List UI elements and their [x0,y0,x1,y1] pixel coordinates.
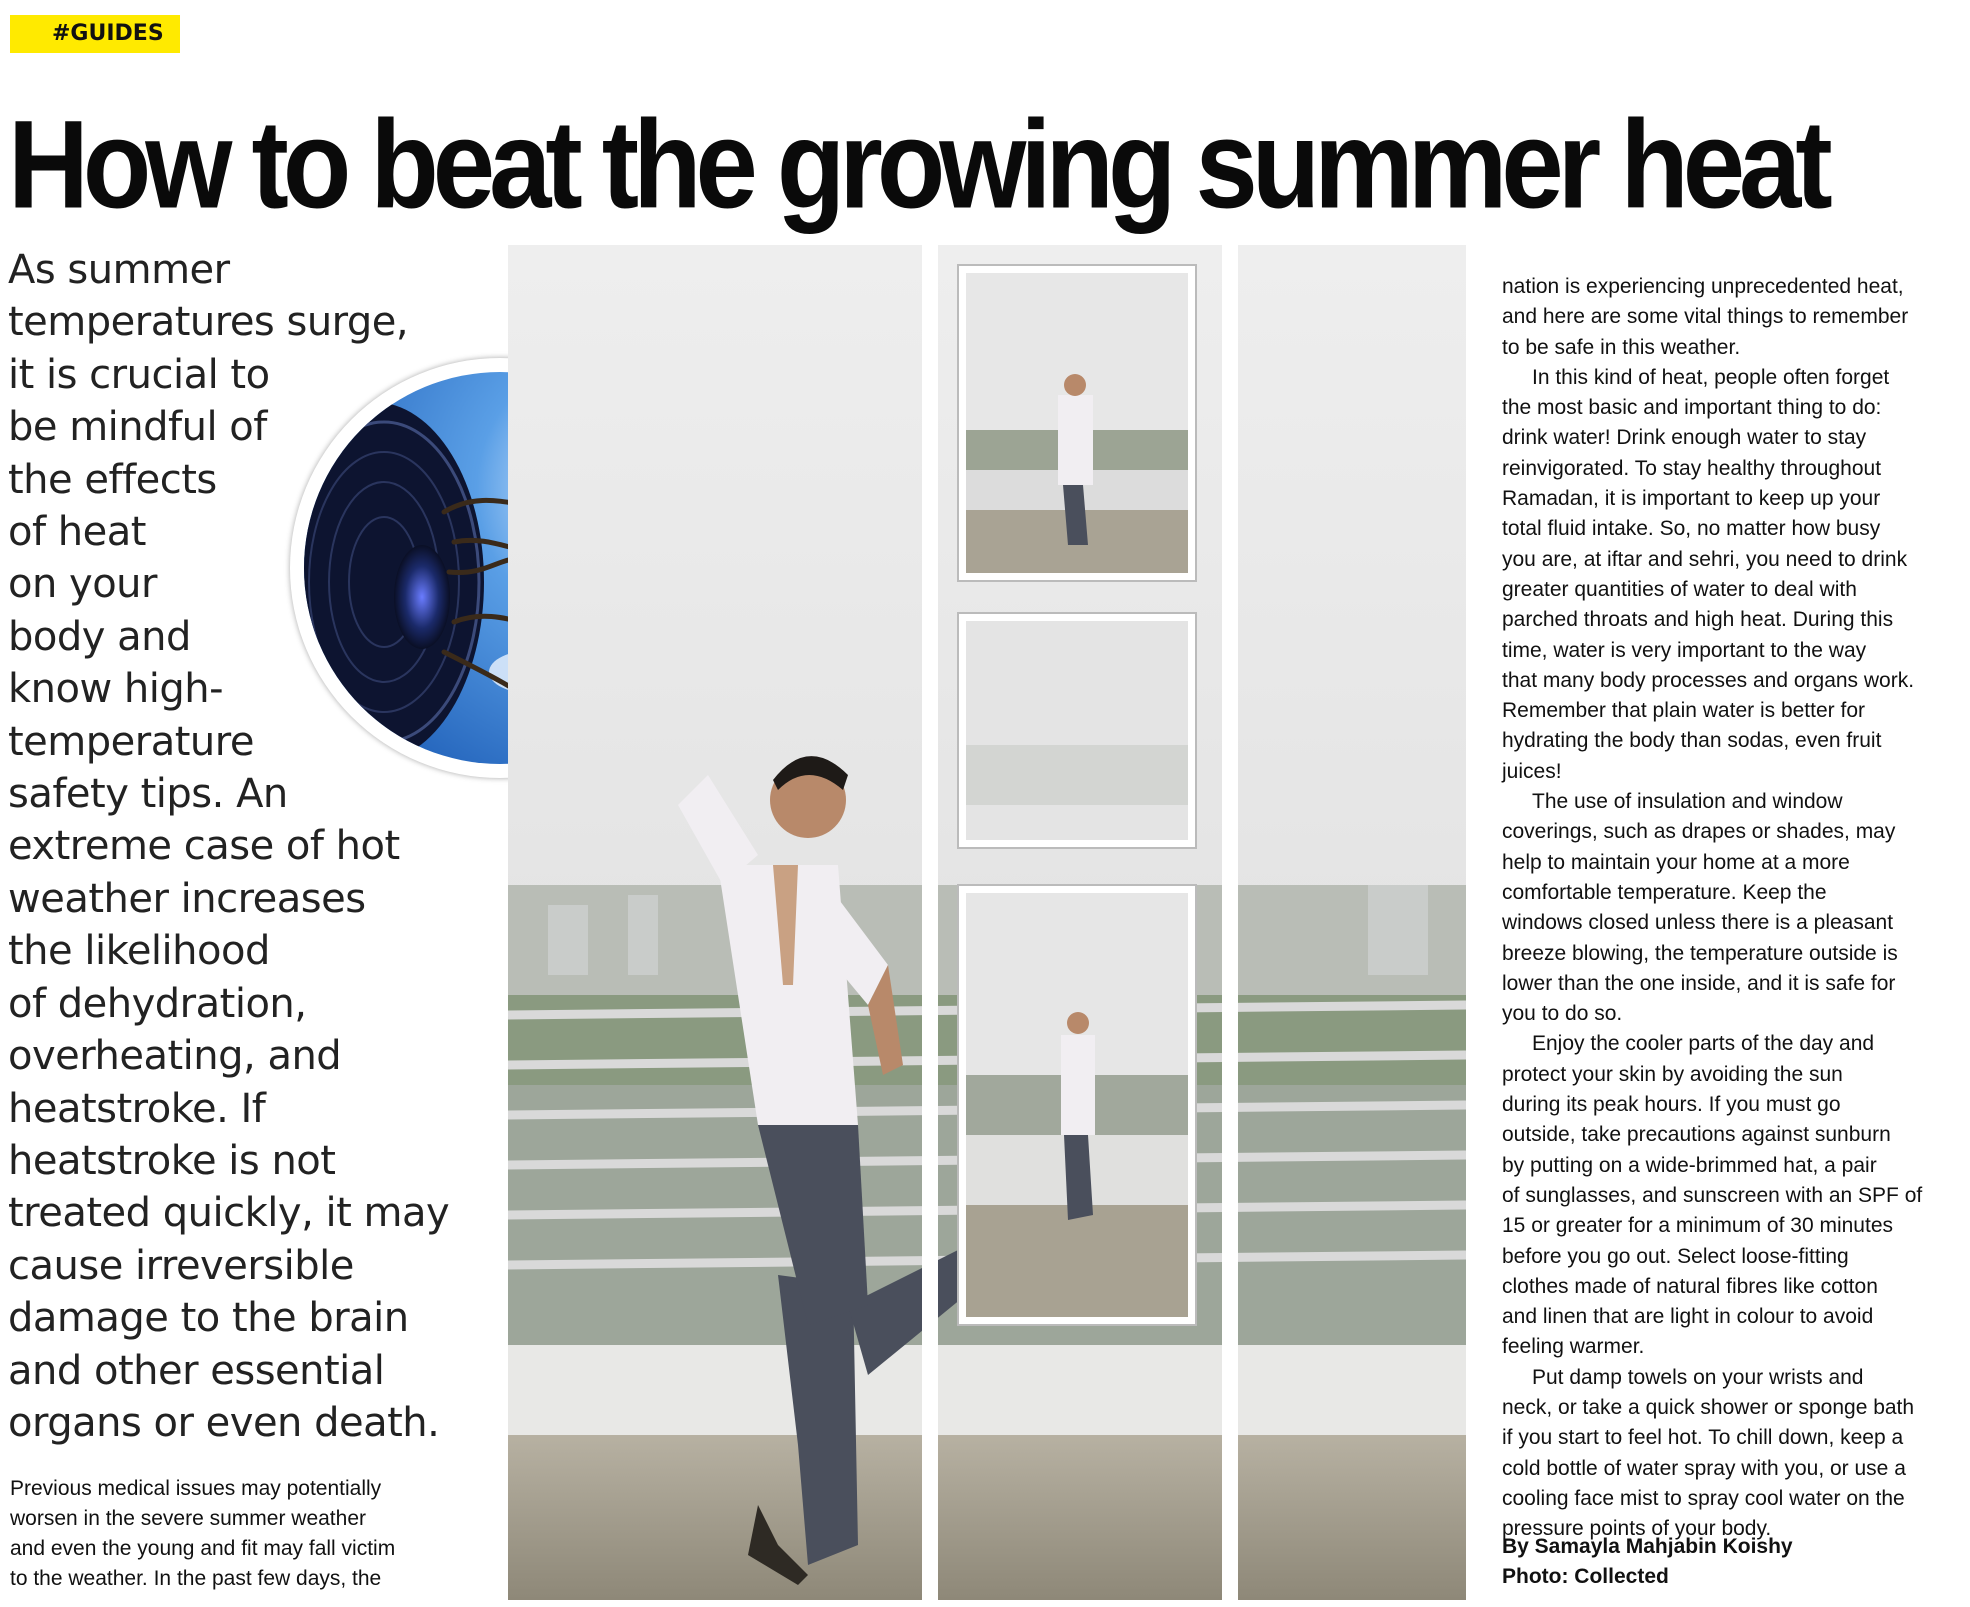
text-line: and here are some vital things to remember [1502,305,1909,329]
text-line: temperature [8,718,254,765]
text-line: damage to the brain [8,1295,409,1342]
text-line: time, water is very important to the way [1502,638,1867,662]
text-line: drink water! Drink enough water to stay [1502,426,1867,450]
byline-photo-credit: Photo: Collected [1502,1565,1669,1588]
text-line: Enjoy the cooler parts of the day and [1532,1032,1875,1056]
text-line: Put damp towels on your wrists and [1532,1365,1864,1389]
text-line: cooling face mist to spray cool water on the [1502,1486,1905,1510]
text-line: on your [8,561,157,608]
text-line: heatstroke. If [8,1085,266,1132]
text-line: by putting on a wide-brimmed hat, a pair [1502,1153,1877,1177]
rooftop-photo [508,245,1466,1600]
text-line: of dehydration, [8,980,307,1027]
text-line: windows closed unless there is a pleasant [1502,911,1894,935]
text-line: of heat [8,509,146,556]
section-tag: #GUIDES [10,15,180,53]
body-column-right [1502,272,1962,1544]
text-line: be mindful of [8,404,267,451]
text-line: organs or even death. [8,1399,440,1446]
text-line: breeze blowing, the temperature outside is [1502,941,1898,965]
text-line: know high- [8,666,224,713]
text-line: cold bottle of water spray with you, or use a [1502,1456,1906,1480]
text-line: temperatures surge, [8,299,409,346]
text-line: of sunglasses, and sunscreen with an SPF of [1502,1183,1923,1207]
text-line: hydrating the body than sodas, even fruit [1502,729,1882,753]
text-line: the effects [8,456,217,503]
text-line: comfortable temperature. Keep the [1502,880,1827,904]
text-line: and other essential [8,1347,385,1394]
text-line: parched throats and high heat. During this [1502,608,1894,632]
text-line: outside, take precautions against sunburn [1502,1123,1891,1147]
text-line: safety tips. An [8,771,288,818]
text-line: during its peak hours. If you must go [1502,1093,1841,1117]
text-line: greater quantities of water to deal with [1502,577,1857,601]
text-line: and linen that are light in colour to avoid [1502,1305,1874,1329]
text-line: pressure points of your body. [1502,1517,1772,1541]
text-line: As summer [8,247,230,293]
text-line: it is crucial to [8,351,270,398]
text-line: to the weather. In the past few days, the [10,1567,382,1590]
body-column-left [10,1474,490,1594]
text-line: if you start to feel hot. To chill down, keep a [1502,1426,1904,1450]
byline-author: By Samayla Mahjabin Koishy [1502,1535,1793,1558]
text-line: total fluid intake. So, no matter how busy [1502,517,1881,541]
text-line: feeling warmer. [1502,1335,1645,1359]
text-line: you to do so. [1502,1002,1623,1026]
text-line: lower than the one inside, and it is safe for [1502,971,1896,995]
text-line: you are, at iftar and sehri, you need to drink [1502,547,1908,571]
text-line: neck, or take a quick shower or sponge bath [1502,1395,1915,1419]
text-line: heatstroke is not [8,1137,336,1184]
text-line: protect your skin by avoiding the sun [1502,1062,1843,1086]
text-line: In this kind of heat, people often forget [1532,365,1890,389]
text-line: weather increases [8,875,366,922]
text-line: 15 or greater for a minimum of 30 minutes [1502,1214,1894,1238]
text-line: the likelihood [8,928,270,975]
text-line: help to maintain your home at a more [1502,850,1850,874]
text-line: extreme case of hot [8,823,400,870]
headline: How to beat the growing summer heat [8,94,1827,235]
text-line: the most basic and important thing to do: [1502,396,1882,420]
text-line: before you go out. Select loose-fitting [1502,1244,1849,1268]
text-line: that many body processes and organs work. [1502,668,1915,692]
text-line: clothes made of natural fibres like cotton [1502,1274,1878,1298]
text-line: reinvigorated. To stay healthy throughout [1502,456,1882,480]
text-line: coverings, such as drapes or shades, may [1502,820,1896,844]
rooftop-man-image [508,245,1466,1600]
text-line: Ramadan, it is important to keep up your [1502,487,1881,511]
text-line: treated quickly, it may [8,1190,450,1237]
text-line: juices! [1502,759,1562,783]
text-line: body and [8,613,191,660]
text-line: worsen in the severe summer weather [10,1507,366,1530]
text-line: Remember that plain water is better for [1502,699,1865,723]
text-line: nation is experiencing unprecedented heat, [1502,275,1904,298]
byline [1502,1532,1962,1592]
text-line: The use of insulation and window [1532,790,1843,814]
text-line: to be safe in this weather. [1502,335,1741,359]
text-line: cause irreversible [8,1242,354,1289]
text-line: Previous medical issues may potentially [10,1477,382,1500]
text-line: overheating, and [8,1033,342,1080]
text-line: and even the young and fit may fall victim [10,1537,396,1560]
